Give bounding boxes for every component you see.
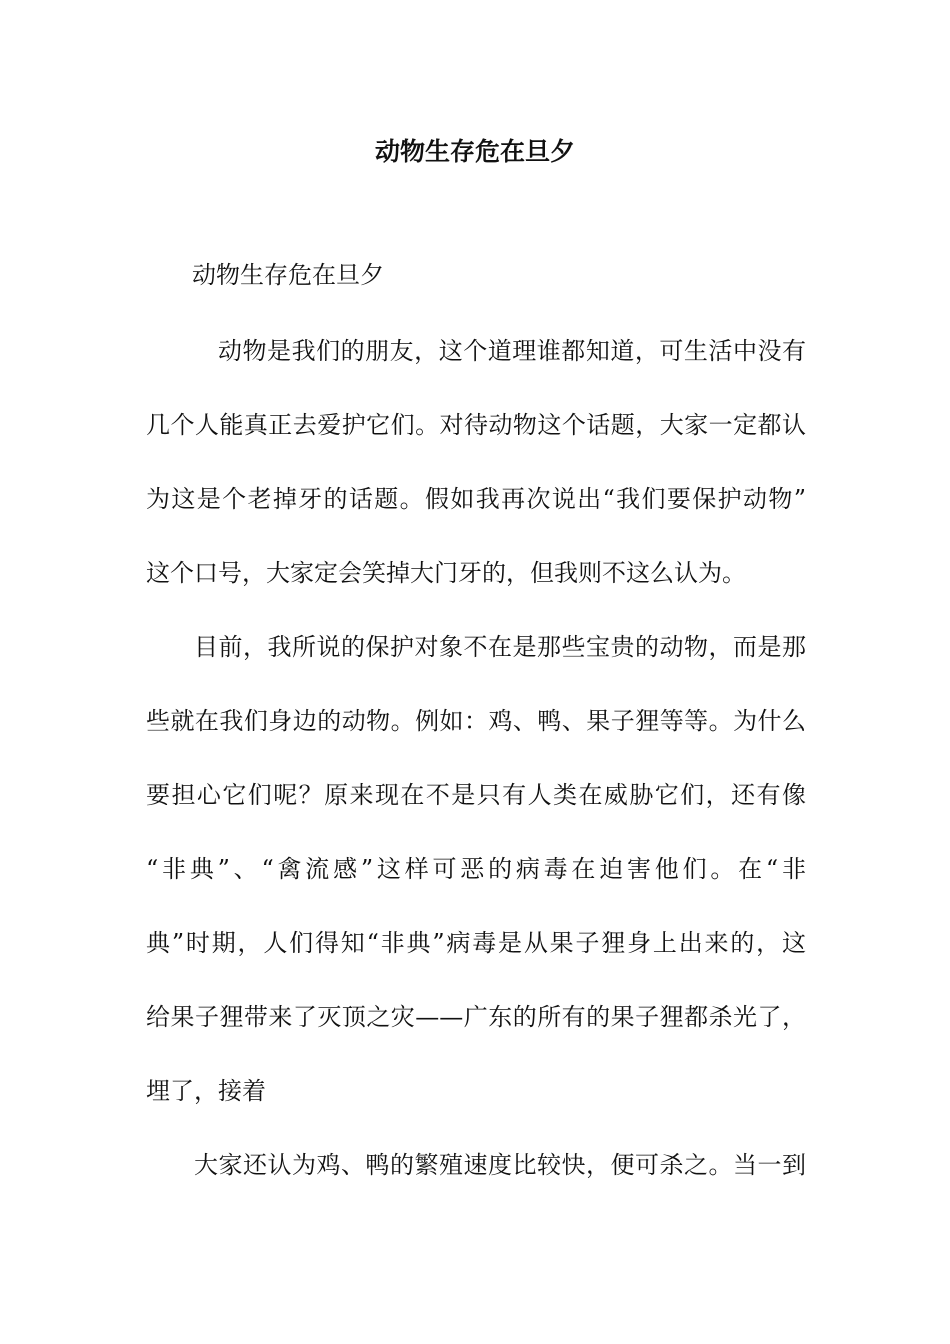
document-subtitle: 动物生存危在旦夕 <box>192 261 384 289</box>
text-line-12: 大家还认为鸡、鸭的繁殖速度比较快，便可杀之。当一到 <box>194 1151 806 1179</box>
text-line-10: 给果子狸带来了灭顶之灾——广东的所有的果子狸都杀光了， <box>146 1003 806 1031</box>
text-line-5: 目前，我所说的保护对象不在是那些宝贵的动物，而是那 <box>194 633 806 661</box>
text-line-2: 几个人能真正去爱护它们。对待动物这个话题，大家一定都认 <box>146 411 806 439</box>
text-line-3: 为这是个老掉牙的话题。假如我再次说出“我们要保护动物” <box>146 485 806 513</box>
text-line-6: 些就在我们身边的动物。例如：鸡、鸭、果子狸等等。为什么 <box>146 707 806 735</box>
text-line-11: 埋了，接着 <box>146 1077 266 1105</box>
text-line-8: “非典”、“禽流感”这样可恶的病毒在迫害他们。在“非 <box>146 855 806 883</box>
document-title: 动物生存危在旦夕 <box>374 137 575 166</box>
text-line-1: 动物是我们的朋友，这个道理谁都知道，可生活中没有 <box>218 337 806 365</box>
text-line-7: 要担心它们呢？原来现在不是只有人类在威胁它们，还有像 <box>146 781 806 809</box>
text-line-4: 这个口号，大家定会笑掉大门牙的，但我则不这么认为。 <box>146 559 746 587</box>
text-line-9: 典”时期，人们得知“非典”病毒是从果子狸身上出来的，这 <box>146 929 806 957</box>
